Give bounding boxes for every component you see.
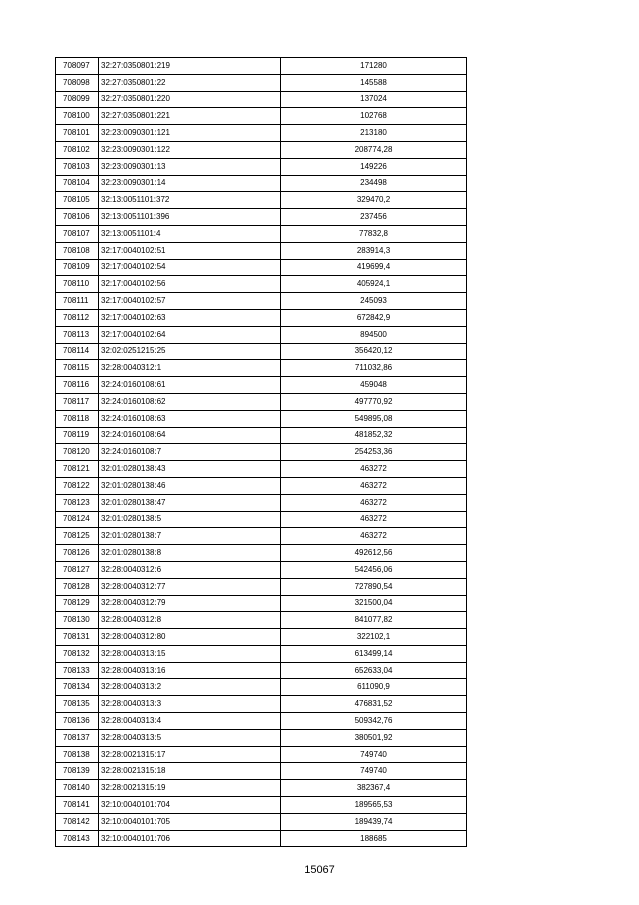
- value-cell: 254253,36: [281, 444, 467, 461]
- row-number-cell: 708097: [56, 58, 99, 75]
- row-number-cell: 708099: [56, 91, 99, 108]
- value-cell: 481852,32: [281, 427, 467, 444]
- cadastral-number-cell: 32:23:0090301:122: [99, 141, 281, 158]
- value-cell: 189439,74: [281, 813, 467, 830]
- row-number-cell: 708134: [56, 679, 99, 696]
- value-cell: 497770,92: [281, 393, 467, 410]
- table-row: [56, 595, 467, 612]
- cadastral-number-cell: 32:10:0040101:705: [99, 813, 281, 830]
- table-row: [56, 209, 467, 226]
- row-number-cell: 708106: [56, 209, 99, 226]
- value-cell: 149226: [281, 158, 467, 175]
- value-cell: 189565,53: [281, 797, 467, 814]
- cadastral-number-cell: 32:17:0040102:54: [99, 259, 281, 276]
- cadastral-number-cell: 32:28:0040313:4: [99, 713, 281, 730]
- row-number-cell: 708108: [56, 242, 99, 259]
- row-number-cell: 708128: [56, 578, 99, 595]
- row-number-cell: 708100: [56, 108, 99, 125]
- table-row: [56, 561, 467, 578]
- row-number-cell: 708123: [56, 494, 99, 511]
- row-number-cell: 708129: [56, 595, 99, 612]
- row-number-cell: 708142: [56, 813, 99, 830]
- table-row: [56, 343, 467, 360]
- table-row: [56, 629, 467, 646]
- row-number-cell: 708115: [56, 360, 99, 377]
- value-cell: 476831,52: [281, 696, 467, 713]
- value-cell: 672842,9: [281, 309, 467, 326]
- cadastral-number-cell: 32:24:0160108:63: [99, 410, 281, 427]
- row-number-cell: 708125: [56, 528, 99, 545]
- value-cell: 245093: [281, 293, 467, 310]
- cadastral-number-cell: 32:01:0280138:5: [99, 511, 281, 528]
- row-number-cell: 708126: [56, 545, 99, 562]
- table-row: [56, 91, 467, 108]
- cadastral-number-cell: 32:28:0021315:19: [99, 780, 281, 797]
- cadastral-number-cell: 32:17:0040102:63: [99, 309, 281, 326]
- row-number-cell: 708105: [56, 192, 99, 209]
- value-cell: 463272: [281, 477, 467, 494]
- value-cell: 613499,14: [281, 645, 467, 662]
- row-number-cell: 708103: [56, 158, 99, 175]
- table-row: [56, 461, 467, 478]
- value-cell: 283914,3: [281, 242, 467, 259]
- cadastral-number-cell: 32:28:0040313:16: [99, 662, 281, 679]
- table-row: [56, 242, 467, 259]
- row-number-cell: 708111: [56, 293, 99, 310]
- value-cell: 463272: [281, 461, 467, 478]
- cadastral-number-cell: 32:24:0160108:7: [99, 444, 281, 461]
- cadastral-number-cell: 32:28:0040312:1: [99, 360, 281, 377]
- value-cell: 356420,12: [281, 343, 467, 360]
- table-row: [56, 309, 467, 326]
- table-row: [56, 494, 467, 511]
- cadastral-number-cell: 32:27:0350801:221: [99, 108, 281, 125]
- value-cell: 102768: [281, 108, 467, 125]
- table-row: [56, 141, 467, 158]
- table-row: [56, 713, 467, 730]
- table-row: [56, 528, 467, 545]
- table-row: [56, 830, 467, 847]
- value-cell: 727890,54: [281, 578, 467, 595]
- table-row: [56, 578, 467, 595]
- cadastral-number-cell: 32:10:0040101:706: [99, 830, 281, 847]
- value-cell: 234498: [281, 175, 467, 192]
- value-cell: 542456,06: [281, 561, 467, 578]
- table-row: [56, 360, 467, 377]
- value-cell: 463272: [281, 511, 467, 528]
- row-number-cell: 708101: [56, 125, 99, 142]
- value-cell: 509342,76: [281, 713, 467, 730]
- row-number-cell: 708124: [56, 511, 99, 528]
- table-row: [56, 276, 467, 293]
- cadastral-number-cell: 32:27:0350801:219: [99, 58, 281, 75]
- table-row: [56, 545, 467, 562]
- value-cell: 321500,04: [281, 595, 467, 612]
- value-cell: 322102,1: [281, 629, 467, 646]
- row-number-cell: 708140: [56, 780, 99, 797]
- table-row: [56, 813, 467, 830]
- cadastral-number-cell: 32:27:0350801:22: [99, 74, 281, 91]
- table-row: [56, 259, 467, 276]
- row-number-cell: 708116: [56, 377, 99, 394]
- table-row: [56, 225, 467, 242]
- row-number-cell: 708138: [56, 746, 99, 763]
- row-number-cell: 708122: [56, 477, 99, 494]
- table-row: [56, 662, 467, 679]
- value-cell: 137024: [281, 91, 467, 108]
- row-number-cell: 708137: [56, 729, 99, 746]
- row-number-cell: 708107: [56, 225, 99, 242]
- table-row: [56, 175, 467, 192]
- cadastral-number-cell: 32:28:0040312:8: [99, 612, 281, 629]
- cadastral-number-cell: 32:02:0251215:25: [99, 343, 281, 360]
- cadastral-number-cell: 32:13:0051101:396: [99, 209, 281, 226]
- table-row: [56, 108, 467, 125]
- table-row: [56, 696, 467, 713]
- value-cell: 171280: [281, 58, 467, 75]
- cadastral-number-cell: 32:28:0040313:2: [99, 679, 281, 696]
- row-number-cell: 708102: [56, 141, 99, 158]
- cadastral-number-cell: 32:17:0040102:51: [99, 242, 281, 259]
- value-cell: 188685: [281, 830, 467, 847]
- row-number-cell: 708131: [56, 629, 99, 646]
- row-number-cell: 708114: [56, 343, 99, 360]
- cadastral-number-cell: 32:28:0040313:5: [99, 729, 281, 746]
- cadastral-number-cell: 32:28:0021315:17: [99, 746, 281, 763]
- table-row: [56, 780, 467, 797]
- value-cell: 405924,1: [281, 276, 467, 293]
- row-number-cell: 708104: [56, 175, 99, 192]
- table-row: [56, 645, 467, 662]
- row-number-cell: 708120: [56, 444, 99, 461]
- cadastral-number-cell: 32:01:0280138:7: [99, 528, 281, 545]
- row-number-cell: 708136: [56, 713, 99, 730]
- cadastral-number-cell: 32:28:0021315:18: [99, 763, 281, 780]
- cadastral-number-cell: 32:01:0280138:46: [99, 477, 281, 494]
- row-number-cell: 708143: [56, 830, 99, 847]
- cadastral-number-cell: 32:28:0040312:77: [99, 578, 281, 595]
- value-cell: 145588: [281, 74, 467, 91]
- table-row: [56, 444, 467, 461]
- table-row: [56, 393, 467, 410]
- row-number-cell: 708132: [56, 645, 99, 662]
- cadastral-number-cell: 32:01:0280138:8: [99, 545, 281, 562]
- table-row: [56, 125, 467, 142]
- cadastral-value-table: [55, 57, 467, 847]
- table-row: [56, 797, 467, 814]
- row-number-cell: 708121: [56, 461, 99, 478]
- table-row: [56, 511, 467, 528]
- value-cell: 380501,92: [281, 729, 467, 746]
- cadastral-number-cell: 32:01:0280138:47: [99, 494, 281, 511]
- value-cell: 611090,9: [281, 679, 467, 696]
- table-row: [56, 427, 467, 444]
- row-number-cell: 708127: [56, 561, 99, 578]
- cadastral-number-cell: 32:01:0280138:43: [99, 461, 281, 478]
- row-number-cell: 708118: [56, 410, 99, 427]
- table-row: [56, 746, 467, 763]
- row-number-cell: 708112: [56, 309, 99, 326]
- row-number-cell: 708119: [56, 427, 99, 444]
- table-row: [56, 74, 467, 91]
- value-cell: 749740: [281, 746, 467, 763]
- table-row: [56, 477, 467, 494]
- value-cell: 329470,2: [281, 192, 467, 209]
- value-cell: 213180: [281, 125, 467, 142]
- table-row: [56, 158, 467, 175]
- cadastral-number-cell: 32:28:0040313:15: [99, 645, 281, 662]
- table-row: [56, 612, 467, 629]
- table-row: [56, 679, 467, 696]
- table-row: [56, 192, 467, 209]
- cadastral-number-cell: 32:17:0040102:56: [99, 276, 281, 293]
- value-cell: 652633,04: [281, 662, 467, 679]
- cadastral-number-cell: 32:24:0160108:62: [99, 393, 281, 410]
- value-cell: 894500: [281, 326, 467, 343]
- table-row: [56, 729, 467, 746]
- cadastral-number-cell: 32:10:0040101:704: [99, 797, 281, 814]
- row-number-cell: 708133: [56, 662, 99, 679]
- value-cell: 237456: [281, 209, 467, 226]
- cadastral-number-cell: 32:28:0040312:80: [99, 629, 281, 646]
- table-row: [56, 326, 467, 343]
- cadastral-number-cell: 32:13:0051101:4: [99, 225, 281, 242]
- cadastral-number-cell: 32:24:0160108:61: [99, 377, 281, 394]
- table-row: [56, 410, 467, 427]
- value-cell: 208774,28: [281, 141, 467, 158]
- row-number-cell: 708130: [56, 612, 99, 629]
- table-row: [56, 763, 467, 780]
- table-body: [56, 58, 467, 847]
- table-row: [56, 293, 467, 310]
- cadastral-number-cell: 32:24:0160108:64: [99, 427, 281, 444]
- cadastral-number-cell: 32:28:0040313:3: [99, 696, 281, 713]
- row-number-cell: 708113: [56, 326, 99, 343]
- cadastral-number-cell: 32:27:0350801:220: [99, 91, 281, 108]
- value-cell: 841077,82: [281, 612, 467, 629]
- cadastral-number-cell: 32:17:0040102:64: [99, 326, 281, 343]
- cadastral-number-cell: 32:23:0090301:13: [99, 158, 281, 175]
- value-cell: 492612,56: [281, 545, 467, 562]
- row-number-cell: 708139: [56, 763, 99, 780]
- cadastral-number-cell: 32:13:0051101:372: [99, 192, 281, 209]
- row-number-cell: 708135: [56, 696, 99, 713]
- cadastral-number-cell: 32:28:0040312:6: [99, 561, 281, 578]
- value-cell: 382367,4: [281, 780, 467, 797]
- cadastral-number-cell: 32:23:0090301:14: [99, 175, 281, 192]
- row-number-cell: 708110: [56, 276, 99, 293]
- value-cell: 711032,86: [281, 360, 467, 377]
- value-cell: 77832,8: [281, 225, 467, 242]
- value-cell: 463272: [281, 494, 467, 511]
- cadastral-number-cell: 32:23:0090301:121: [99, 125, 281, 142]
- value-cell: 459048: [281, 377, 467, 394]
- row-number-cell: 708109: [56, 259, 99, 276]
- row-number-cell: 708098: [56, 74, 99, 91]
- table-row: [56, 377, 467, 394]
- cadastral-number-cell: 32:28:0040312:79: [99, 595, 281, 612]
- page-number: 15067: [304, 864, 335, 876]
- table-row: [56, 58, 467, 75]
- value-cell: 749740: [281, 763, 467, 780]
- value-cell: 463272: [281, 528, 467, 545]
- value-cell: 419699,4: [281, 259, 467, 276]
- row-number-cell: 708141: [56, 797, 99, 814]
- cadastral-number-cell: 32:17:0040102:57: [99, 293, 281, 310]
- value-cell: 549895,08: [281, 410, 467, 427]
- row-number-cell: 708117: [56, 393, 99, 410]
